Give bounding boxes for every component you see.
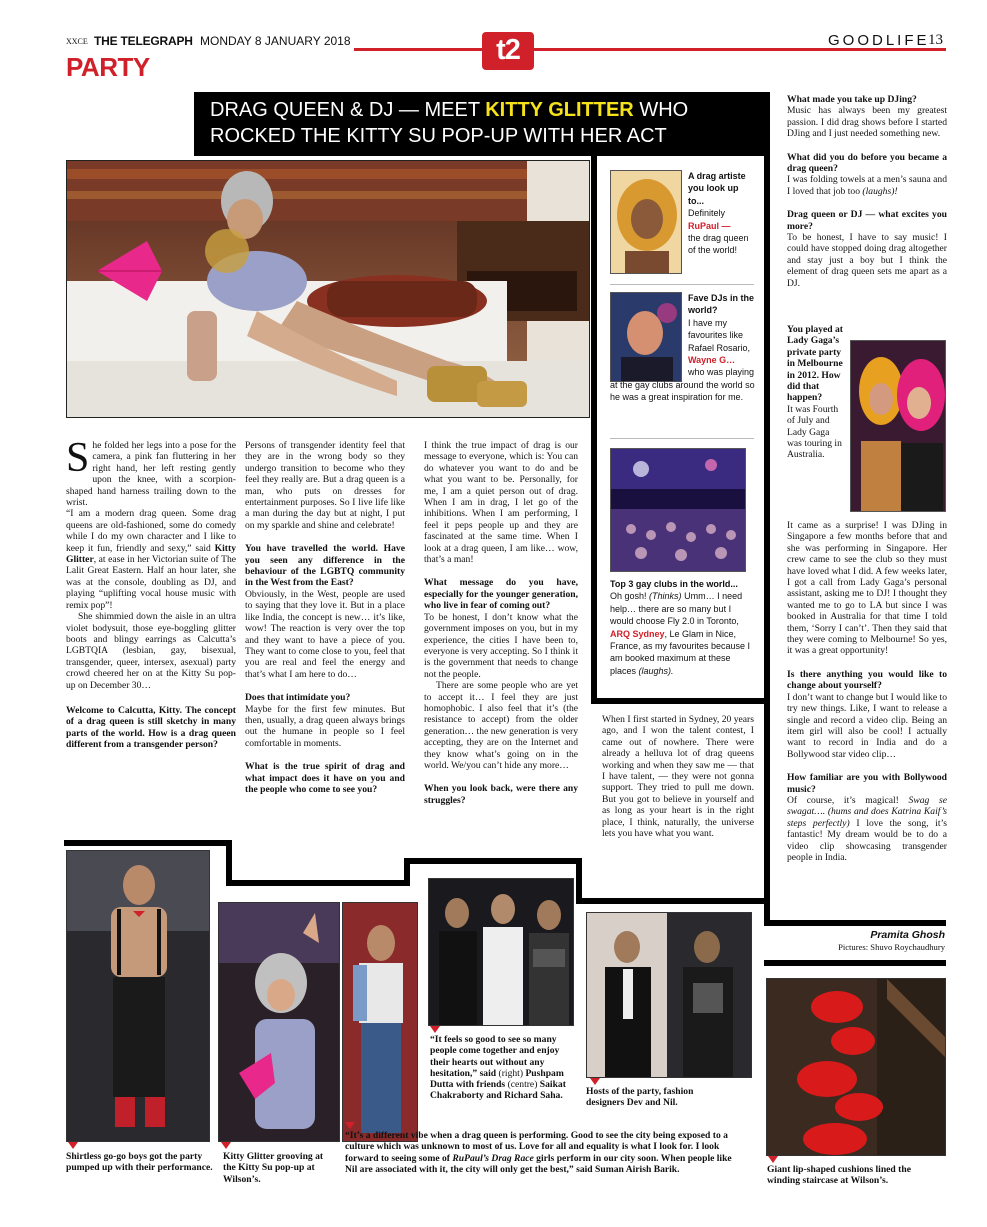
caption-marker-6	[768, 1156, 778, 1163]
headline-line-1: DRAG QUEEN & DJ — MEET KITTY GLITTER WHO	[210, 99, 689, 121]
kitty-glitter-grooving-photo	[218, 902, 340, 1142]
question-5: What message do you have, especially for the younger generation, who live in fear of coming out?	[424, 577, 578, 612]
article-column-5-narrow: You played at Lady Gaga’s private party in Melbourne in 2012. How did that happen? It was Fourth of July and Lady Gaga was touring in Australia.	[787, 324, 843, 461]
article-column-5-lower: It came as a surprise! I was DJing in Singapore a few months before that and she was performing in Singapore. Her crew came to see the club so they must have loved what I did. A few weeks later, I got a call from Lady Gaga’s personal assistant, asking me to DJ! I thought they wanted me to go to LA but since I was booked in Australia for that time I told them, ‘Sorry I can’t’. Then they said that they were coming to Melbourne! So yes, it was a great opportunity! Is there anything you would like to change about yourself? I don’t want to change but I would like to try new things. Like, I want to release a single and record a video clip. Being an item girl will also be cool! I actually want to record in India and do a Bollywood star video clip… How familiar are you with Bollywood music? Of course, it’s magical! Swag se swagat…. (hums and does Katrina Kaif’s steps perfectly) I love the song, it’s fantastic! My dream would be to do a video clip showcasing transgender people in India.	[787, 520, 947, 863]
party-guest-photo	[342, 902, 418, 1142]
article-column-4: When I first started in Sydney, 20 years ago, and I won the talent contest, I came out of nowhere. There were already a helluva lot of drag queens working and when they saw me — that I have talent, — they were not gonna support. They tried to pull me down. But you got to believe in yourself and as long as your heart is in the right place, I think, naturally, the universe lets you have what you want.	[602, 714, 754, 840]
question-7: What made you take up DJing?	[787, 94, 917, 105]
frame-col4-right	[764, 704, 770, 922]
headline-box	[194, 92, 768, 156]
question-10: You played at Lady Gaga’s private party in Melbourne in 2012. How did that happen?	[787, 324, 843, 404]
caption-dev-and-nil: Hosts of the party, fashion designers Dev and Nil.	[586, 1086, 694, 1109]
question-2: You have travelled the world. Have you seen any difference in the behaviour of the LGBTQ community in the West from the East?	[245, 543, 405, 589]
byline: Pramita Ghosh	[870, 929, 945, 941]
caption-pushpam-dutta: “It feels so good to see so many people come together and enjoy their hearts out without any hesitation,” said (right) Pushpam Dutta with friends (centre) Saikat Chakraborty and Richard Saha.	[430, 1034, 566, 1102]
caption-kitty-glitter: Kitty Glitter grooving at the Kitty Su pop-up at Wilson’s.	[223, 1151, 324, 1185]
question-9: Drag queen or DJ — what excites you more?	[787, 209, 947, 232]
frame-right-bottom-2	[764, 960, 946, 966]
article-column-1: She folded her legs into a pose for the camera, a pink fan fluttering in her right hand, her left resting gently upon the knee, with a scorpion-shaped hand harness trailing down to the wrist. “I am a modern drag queen. Some drag queens are old-fashioned, some do comedy while I do my own character and I like to keep it fun, friendly and sexy,” said Kitty Glitter, at ease in her Victorian suite of The Lalit Great Eastern. Half an hour later, she was at the console, doubling as DJ, and playing “uplifting vocal house music with remix pop”! She shimmied down the aisle in an ultra violet bodysuit, those eye-boggling glitter boots and blingy earrings as Calcutta’s LGBTQIA (lesbian, gay, bisexual, transgender, queer, intersex, asexual) party crowd cheered her on at the Kitty Su pop-up on December 30… Welcome to Calcutta, Kitty. The concept of a drag queen is still sketchy in many parts of the world. How is a drag queen different from a transgender person?	[66, 435, 236, 751]
question-3: Does that intimidate you?	[245, 692, 351, 704]
sidebar-item-2: Fave DJs in the world? I have my favourites like Rafael Rosario, Wayne G… who was playing at the gay clubs around the world so he was a great inspiration for me.	[610, 293, 755, 403]
hero-photo-kitty-glitter	[66, 160, 590, 418]
article-column-3: I think the true impact of drag is our message to everyone, which is: You can do whatever you want to do and be what you want to be. Personally, for me, I am a quiet person out of drag. When I am in drag, I let go of the inhibitions. When I am performing, I feel it peps people up and they are fascinated at the same time. When I look at a drag queen, I am like… wow, that’s a man! What message do you have, especially for the younger generation, who live in fear of coming out? To be honest, I don’t know what the government imposes on you, but in my experience, the cities I have been to, everyone is very accepting. So I think it is the government that needs to change not the people. There are some people who are yet to accept it… I feel they are just homophobic. I also feel that it’s (the resistance to accept) from the older generation… the new generation is very accepting, they are on the Internet and they know what’s going on in the world. We/you can’t hide any more… When you look back, were there any struggles?	[424, 440, 578, 806]
frame-bottom-step-7	[576, 898, 770, 904]
caption-marker-1	[68, 1142, 78, 1149]
category-label: PARTY	[66, 52, 150, 82]
article-column-5: What made you take up DJing? Music has always been my greatest passion. I did drag shows before I started DJing and I just needed something new. What did you do before you became a drag queen? I was folding towels at a men’s sauna and I loved that job too (laughs)! Drag queen or DJ — what excites you more? To be honest, I have to say music! I could have stopped doing drag altogether and stay just a boy but I think the element of drag queen sets me apart as a DJ.	[787, 94, 947, 289]
issue-date: MONDAY 8 JANUARY 2018	[200, 34, 351, 48]
question-1: Welcome to Calcutta, Kitty. The concept of a drag queen is still sketchy in many parts of the world. How is a drag queen different from a transgender person?	[66, 704, 236, 751]
question-8: What did you do before you became a drag queen?	[787, 151, 947, 175]
sidebar-divider-2	[610, 438, 754, 439]
question-6: When you look back, were there any struggles?	[424, 783, 578, 806]
sidebar-item-3: Top 3 gay clubs in the world... Oh gosh! (Thinks) Umm… I need help… there are so many but I would choose Fly 2.0 in Toronto, ARQ Sydney, Le Glam in Nice, France, as my favourites because I am booked maximum at these places (laughs).	[610, 579, 751, 676]
frame-bottom-step	[64, 840, 232, 846]
photo-credit: Pictures: Shuvo Roychaudhury	[838, 942, 945, 952]
sidebar-item-1: A drag artiste you look up to... Definitely RuPaul — the drag queen of the world!	[688, 171, 749, 256]
rule-left	[354, 48, 482, 51]
masthead	[66, 34, 946, 84]
frame-bottom-step-3	[226, 880, 408, 886]
article-column-2: Persons of transgender identity feel that they are in the wrong body so they undergo transition to become who they feel they really are. But a drag queen is a man, who puts on dresses for entertainment purposes. So I live life like a man during the day but at night, I put on my sparkle and shine and celebrate! You have travelled the world. Have you seen any difference in the behaviour of the LGBTQ community in the West from the East? Obviously, in the West, people are used to saying that they love it. But in a place like India, the concept is new… it’s like, wow! The reaction is very over the top and they want to have a piece of you. They want to come close to you, feel that you are real and feel the energy and that’s what I am here to do… Does that intimidate you? Maybe for the first few minutes. But then, usually, a drag queen always brings out the humane in people so I feel comfortable in moments. What is the true spirit of drag and what impact does it have on you and the people who come to see you?	[245, 440, 405, 795]
pushpam-dutta-friends-photo	[428, 878, 574, 1026]
newspaper-name: THE TELEGRAPH	[94, 34, 193, 48]
edition-code: XXCE	[66, 37, 88, 46]
caption-marker-4	[590, 1078, 600, 1085]
caption-marker-2	[221, 1142, 231, 1149]
sidebar-box	[600, 162, 758, 694]
dev-and-nil-photo	[586, 912, 752, 1078]
frame-bottom-step-5	[404, 858, 580, 864]
frame-sidebar-left	[591, 156, 597, 704]
t2-logo: t2	[482, 32, 534, 70]
caption-go-go-boys: Shirtless go-go boys got the party pumped up with their performance.	[66, 1151, 213, 1174]
lip-cushions-staircase-photo	[766, 978, 946, 1156]
frame-right-bottom	[764, 920, 946, 926]
caption-suman-airish-barik: “It’s a different vibe when a drag queen is performing. Good to see the city being exposed to a culture which was unknown to most of us. Love for all and equality is what I look for. I look forward to seeing some of RuPaul’s Drag Race girls perform in our city soon. When people like Nil are associated with it, the city will only get the best,” said Suman Airish Barik.	[345, 1130, 732, 1175]
page-number: 13	[928, 32, 943, 48]
caption-marker-5	[345, 1122, 355, 1129]
question-12: How familiar are you with Bollywood music?	[787, 772, 947, 795]
headline-line-2: ROCKED THE KITTY SU POP-UP WITH HER ACT	[210, 125, 667, 147]
caption-marker-3	[430, 1026, 440, 1033]
go-go-boys-photo	[66, 850, 210, 1142]
sidebar-divider	[610, 284, 754, 285]
question-11: Is there anything you would like to change about yourself?	[787, 668, 947, 692]
hero-photo-illustration	[67, 161, 590, 418]
frame-sidebar-bottom	[591, 698, 770, 704]
headline-highlight: KITTY GLITTER	[485, 99, 634, 121]
frame-sidebar-right	[764, 92, 770, 704]
lady-gaga-party-photo	[850, 340, 946, 512]
rupaul-photo	[610, 170, 682, 274]
question-4: What is the true spirit of drag and what impact does it have on you and the people who come to see you?	[245, 761, 405, 795]
drop-cap: S	[66, 435, 90, 481]
gay-club-photo	[610, 448, 746, 572]
section-name: GOODLIFE	[828, 32, 930, 49]
caption-lip-cushions: Giant lip-shaped cushions lined the winding staircase at Wilson’s.	[767, 1164, 911, 1187]
